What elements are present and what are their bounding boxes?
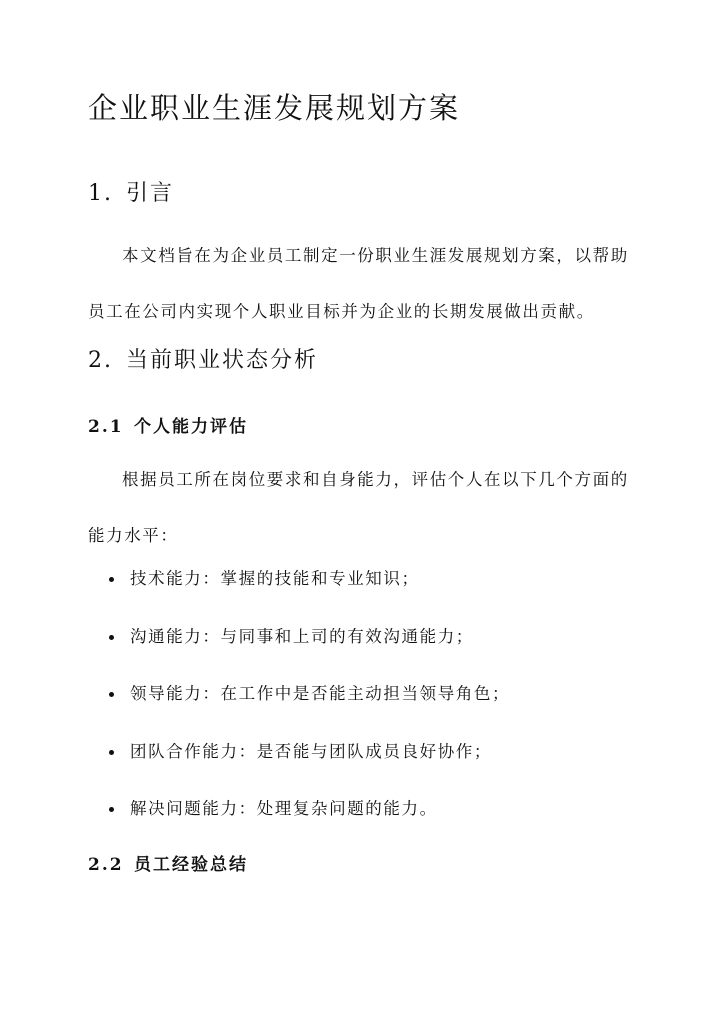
intro-paragraph: [88, 228, 633, 340]
bullet-icon: [109, 750, 114, 755]
bullet-icon: [109, 807, 114, 812]
section-heading-intro: [88, 176, 174, 207]
section-title: 引言: [126, 181, 175, 206]
list-item-text: 解决问题能力：处理复杂问题的能力。: [130, 799, 438, 818]
section-title: 当前职业状态分析: [126, 348, 319, 373]
intro-paragraph-text: 本文档旨在为企业员工制定一份职业生涯发展规划方案，以帮助员工在公司内实现个人职业目标并为企业的长期发展做出贡献。: [88, 246, 629, 321]
bullet-icon: [109, 635, 114, 640]
section-heading-analysis: [88, 343, 318, 374]
subsection-heading-ability: [88, 412, 248, 437]
bullet-icon: [109, 577, 114, 582]
section-number: 2.: [88, 348, 113, 373]
ability-paragraph: [88, 452, 633, 564]
document-title: 企业职业生涯发展规划方案: [88, 91, 461, 125]
list-item-text: 技术能力：掌握的技能和专业知识；: [130, 569, 420, 588]
bullet-icon: [109, 692, 114, 697]
ability-paragraph-text: 根据员工所在岗位要求和自身能力，评估个人在以下几个方面的能力水平：: [88, 470, 629, 545]
list-item-text: 领导能力：在工作中是否能主动担当领导角色；: [130, 684, 511, 703]
list-item-text: 沟通能力：与同事和上司的有效沟通能力；: [130, 626, 474, 646]
subsection-title: 员工经验总结: [134, 855, 248, 875]
subsection-number: 2.1: [88, 417, 124, 437]
subsection-number: 2.2: [88, 855, 124, 875]
subsection-title: 个人能力评估: [134, 417, 248, 437]
section-number: 1.: [88, 181, 113, 206]
subsection-heading-experience: [88, 850, 248, 875]
list-item-text: 团队合作能力：是否能与团队成员良好协作；: [130, 741, 492, 761]
